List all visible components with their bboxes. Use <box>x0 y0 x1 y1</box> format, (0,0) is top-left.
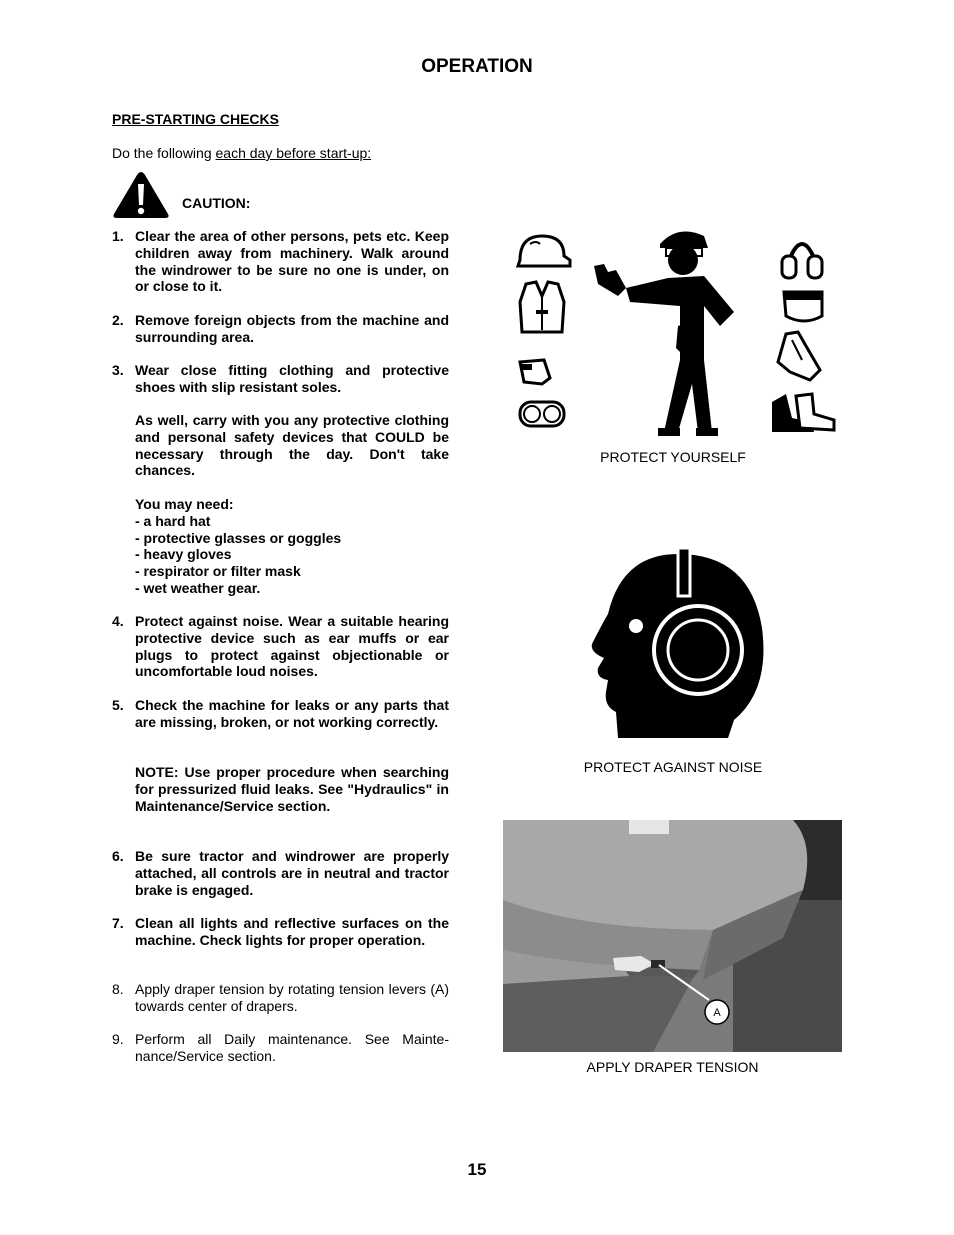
item-text: Perform all Daily maintenance. See Mainte-nance/Service section. <box>135 1031 449 1064</box>
may-need-heading: You may need: <box>135 496 234 512</box>
gloves-icon <box>778 332 820 380</box>
item-text: Be sure tractor and windrower are properly attached, all controls are in neutral and tractor brake is engaged. <box>135 848 449 898</box>
protective-equipment-illustration <box>508 222 838 442</box>
item-number: 2. <box>112 312 124 328</box>
item5-note: NOTE: Use proper procedure when searching for pressurized fluid leaks. See "Hydraulics" in Maintenance/Service section. <box>135 764 449 814</box>
item-text: Clean all lights and reflective surfaces on the machine. Check lights for proper operation. <box>135 915 449 948</box>
item-text: Remove foreign objects from the machine and surrounding area. <box>135 312 449 345</box>
item-number: 5. <box>112 697 124 713</box>
list-item <box>112 312 449 346</box>
callout-a-label: A <box>713 1007 721 1019</box>
hearing-protection-illustration <box>578 540 778 745</box>
list-item <box>112 848 449 898</box>
safety-vest-icon <box>520 282 564 332</box>
intro-prefix: Do the following <box>112 145 216 161</box>
respirator-icon <box>520 360 550 384</box>
item-number: 7. <box>112 915 124 931</box>
item-number: 6. <box>112 848 124 864</box>
face-shield-icon <box>784 292 822 321</box>
worker-figure-icon <box>594 232 734 437</box>
ear-muffs-icon <box>782 244 822 278</box>
warning-triangle-icon <box>112 170 170 220</box>
may-need-item: - protective glasses or goggles <box>135 529 342 546</box>
list-item <box>112 1031 449 1065</box>
list-item <box>112 613 449 680</box>
item-text: Protect against noise. Wear a suitable hearing protective device such as ear muffs or ear plugs to protect against objectionable or uncomfortable loud noises. <box>135 613 449 680</box>
item-text: Clear the area of other persons, pets etc. Keep children away from machinery. Walk around the windrower to be sure no one is under, on or close to it. <box>135 228 449 295</box>
item-number: 3. <box>112 362 124 378</box>
caption-draper-tension: APPLY DRAPER TENSION <box>586 1059 759 1075</box>
may-need-item: - respirator or filter mask <box>135 563 301 580</box>
safety-boots-icon <box>772 394 834 432</box>
list-item <box>112 697 449 731</box>
list-item <box>112 915 449 949</box>
may-need-block <box>135 496 449 597</box>
item-number: 8. <box>112 981 124 997</box>
may-need-item: - wet weather gear. <box>135 579 261 596</box>
list-item <box>112 228 449 295</box>
page-title: OPERATION <box>421 56 533 77</box>
item-number: 9. <box>112 1031 124 1047</box>
caption-protect-yourself: PROTECT YOURSELF <box>600 449 746 465</box>
may-need-item: - heavy gloves <box>135 546 232 563</box>
item-text: Check the machine for leaks or any parts that are missing, broken, or not working correctly. <box>135 697 449 730</box>
draper-tension-photo <box>503 820 842 1052</box>
section-heading: PRE-STARTING CHECKS <box>112 111 279 127</box>
goggles-icon <box>520 402 564 426</box>
caution-label: CAUTION: <box>182 195 251 211</box>
item-text: Wear close fitting clothing and protective shoes with slip resistant soles. <box>135 362 449 395</box>
may-need-item: - a hard hat <box>135 512 211 529</box>
intro-underlined: each day before start-up: <box>215 145 372 161</box>
item-number: 4. <box>112 613 124 629</box>
caption-protect-noise: PROTECT AGAINST NOISE <box>583 759 763 775</box>
list-item <box>112 362 449 396</box>
page-number: 15 <box>467 1160 487 1179</box>
item3-extra: As well, carry with you any protective clothing and personal safety devices that COULD be necessary through the day. Don't take chances. <box>135 412 449 479</box>
hard-hat-icon <box>518 236 570 266</box>
intro-text <box>112 145 371 161</box>
item-text: Apply draper tension by rotating tension levers (A) towards center of drapers. <box>135 981 449 1014</box>
list-item <box>112 981 449 1015</box>
item-number: 1. <box>112 228 124 244</box>
